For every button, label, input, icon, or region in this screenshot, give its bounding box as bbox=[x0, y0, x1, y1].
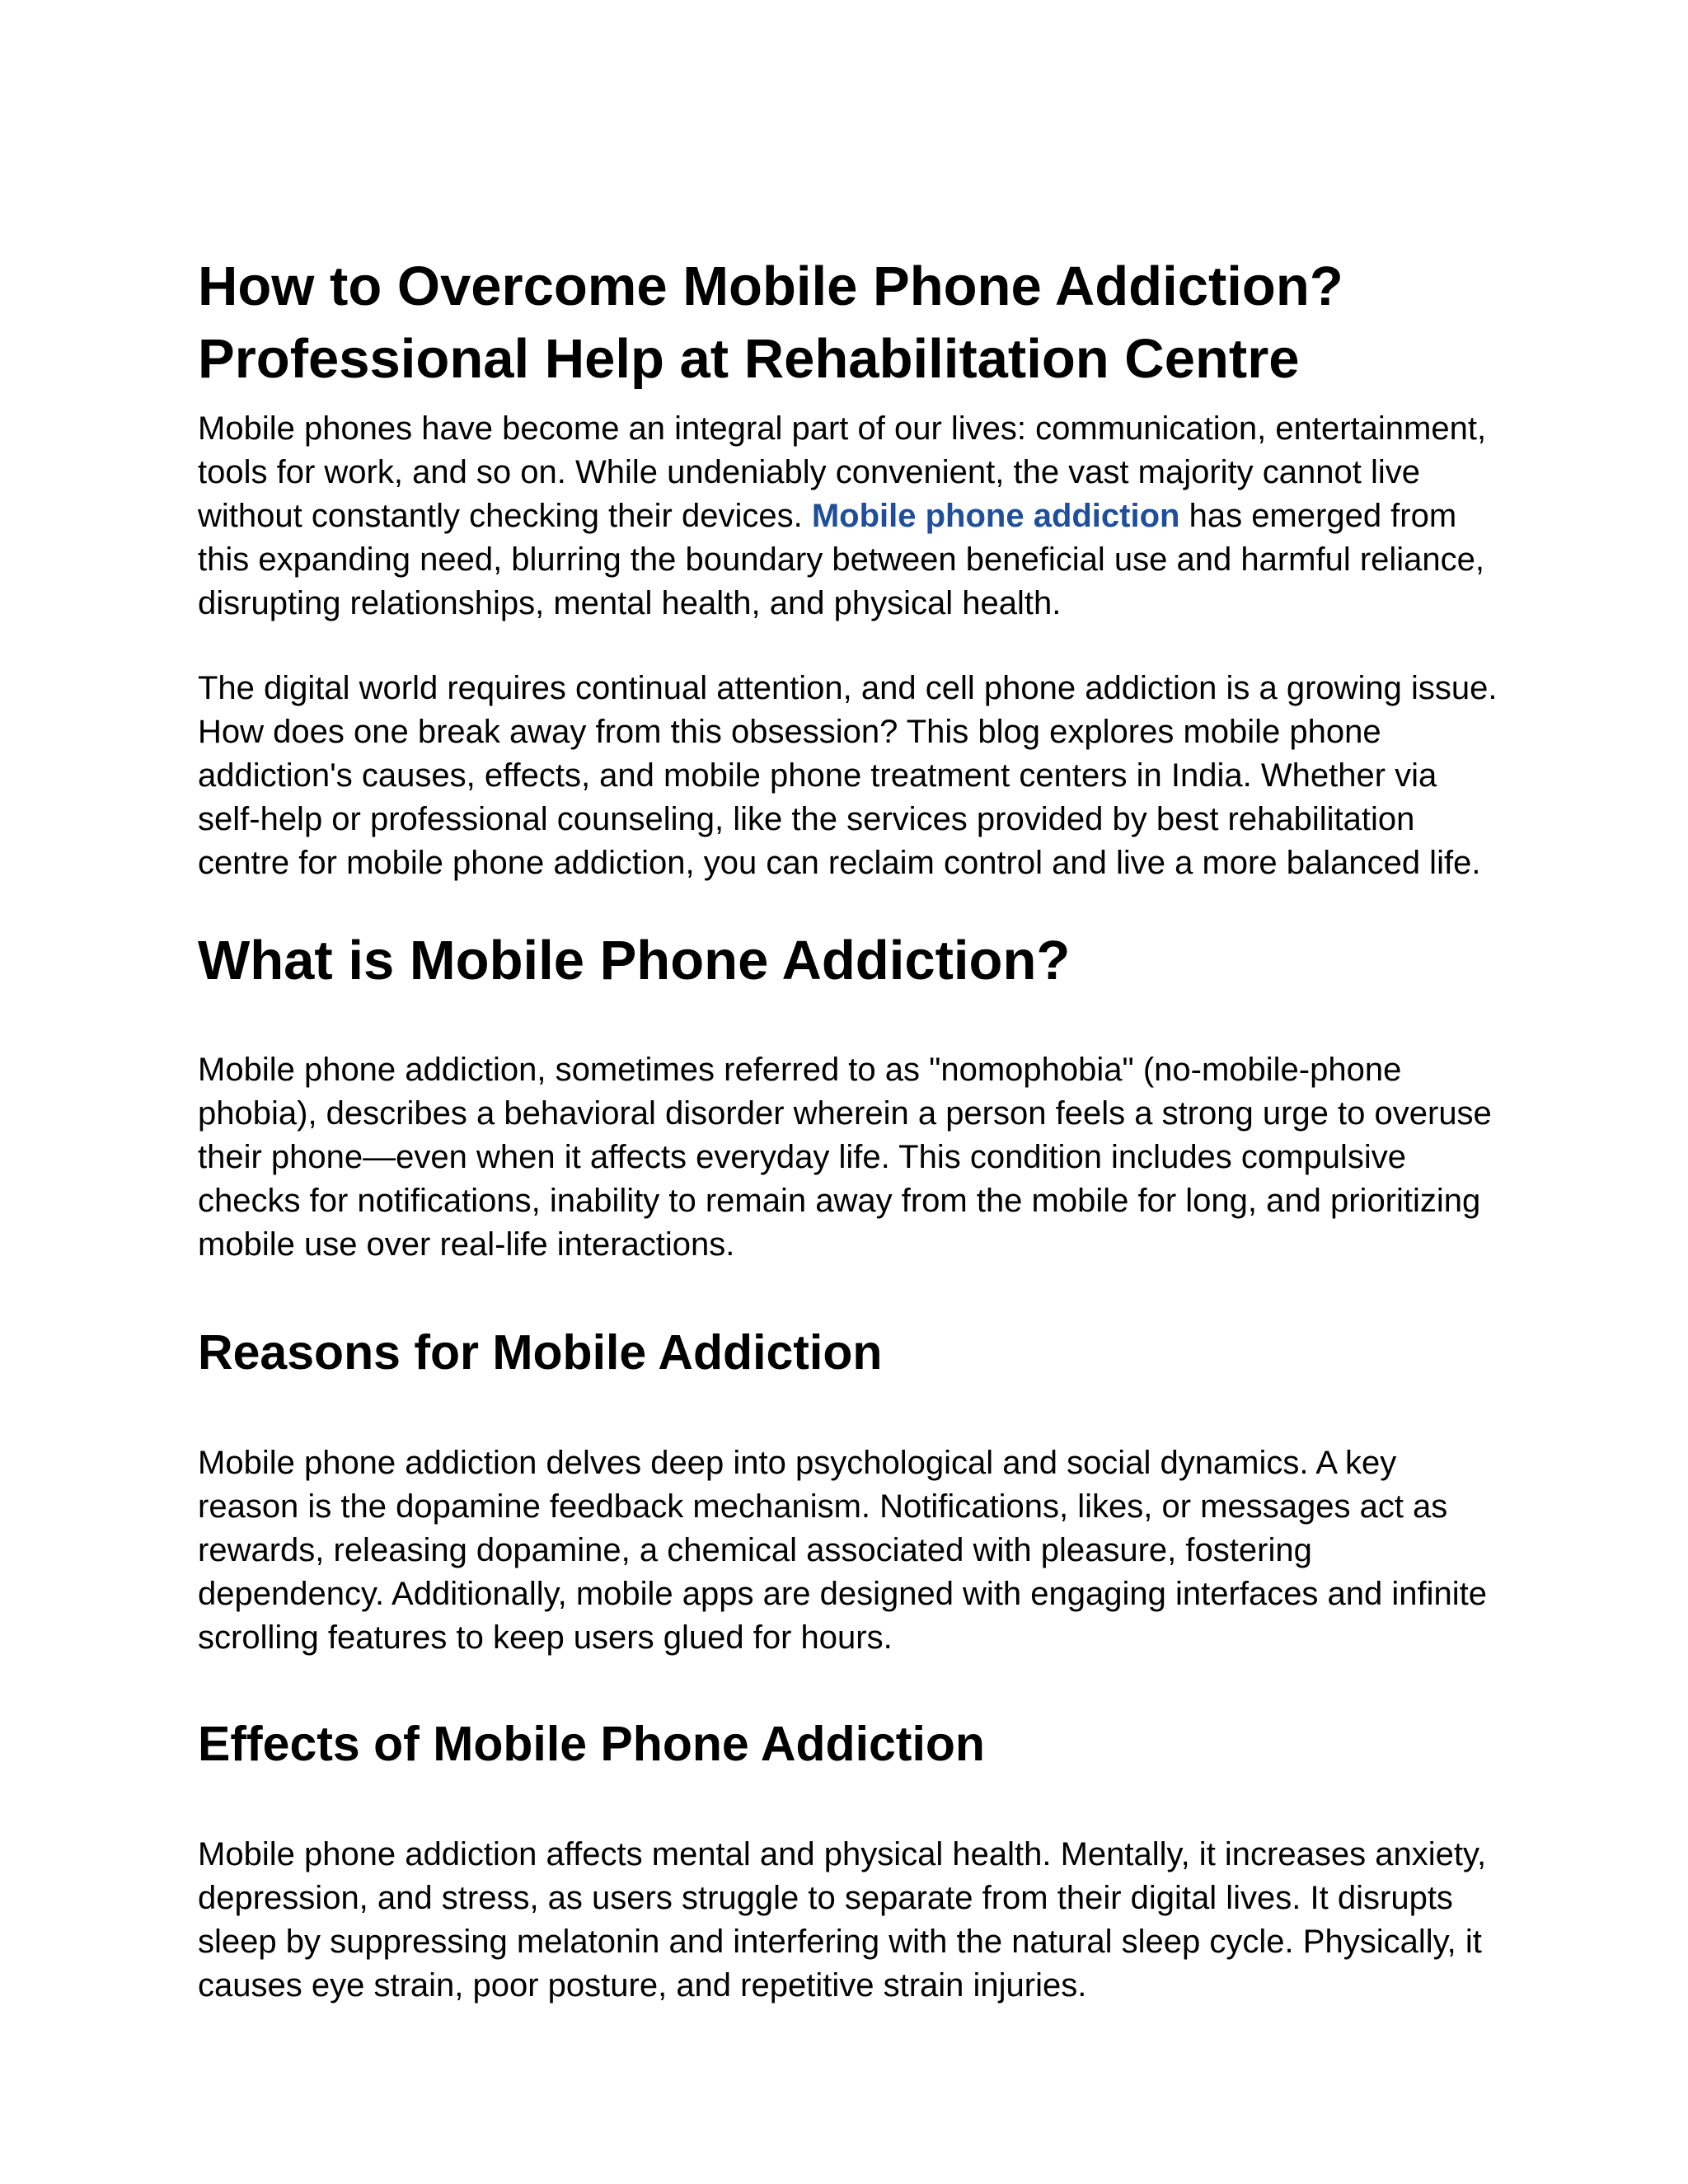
reasons-paragraph: Mobile phone addiction delves deep into psychological and social dynamics. A key reason is the dopamine feedback mechanism. Notifications, likes, or messages act as rewards, releasing dopamine, a chemical associated with pleasure, fostering dependency. Additionally, mobile apps are designed with engaging interfaces and infinite scrolling features to keep users glued for hours. bbox=[198, 1445, 1488, 1656]
what-is-addiction-paragraph: Mobile phone addiction, sometimes referred to as "nomophobia" (no-mobile-phone phobia), describes a behavioral disorder wherein a person feels a strong urge to overuse their phone—even when it affects everyday life. This condition includes compulsive checks for notifications, inability to remain away from the mobile for long, and prioritizing mobile use over real-life interactions. bbox=[198, 1052, 1492, 1263]
intro-paragraph-1 bbox=[198, 407, 1500, 626]
heading-effects: Effects of Mobile Phone Addiction bbox=[198, 1717, 985, 1771]
page-title bbox=[198, 251, 1500, 396]
title-line-1: How to Overcome Mobile Phone Addiction? bbox=[198, 255, 1343, 317]
heading-reasons: Reasons for Mobile Addiction bbox=[198, 1325, 883, 1380]
title-line-2: Professional Help at Rehabilitation Centre bbox=[198, 328, 1300, 390]
heading-what-is-addiction: What is Mobile Phone Addiction? bbox=[198, 930, 1071, 991]
intro-paragraph-2: The digital world requires continual attention, and cell phone addiction is a growing issue. How does one break away from this obsession? This blog explores mobile phone addiction's causes, effects, and mobile phone treatment centers in India. Whether via self-help or professional counseling, like the services provided by best rehabilitation centre for mobile phone addiction, you can reclaim control and live a more balanced life. bbox=[198, 670, 1498, 881]
effects-paragraph: Mobile phone addiction affects mental and physical health. Mentally, it increases anxiety, depression, and stress, as users struggle to separate from their digital lives. It disrupts sleep by suppressing melatonin and interfering with the natural sleep cycle. Physically, it causes eye strain, poor posture, and repetitive strain injuries. bbox=[198, 1836, 1487, 2004]
document-content bbox=[198, 251, 1500, 2008]
mobile-phone-addiction-link[interactable]: Mobile phone addiction bbox=[811, 498, 1180, 534]
intro-p1-text-a: Mobile phones have become an integral part of our lives: communication, entertainment, tools for work, and so on. While undeniably convenient, the vast majority cannot live without constantly checking their devices. bbox=[198, 410, 1487, 534]
intro-p1-text-b: has emerged from this expanding need, blurring the boundary between beneficial use and harmful reliance, disrupting relationships, mental health, and physical health. bbox=[198, 498, 1485, 621]
